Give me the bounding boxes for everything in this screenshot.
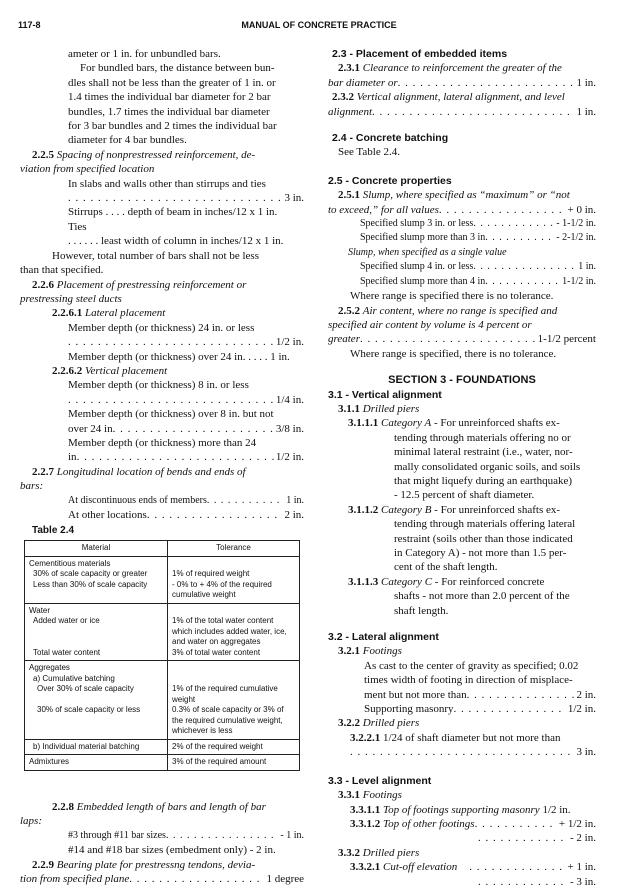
right-column xyxy=(328,47,596,889)
table-row xyxy=(25,556,300,603)
section-3-1-1: 3.1.1 Drilled piers xyxy=(338,402,420,415)
tolerance-row: Supporting masonry . . . 1/2 in. xyxy=(328,702,596,716)
section-2-2-8-heading: 2.2.8 Embedded length of bars and length of bar xyxy=(52,801,266,813)
tolerance-row: bar diameter or . . . 1 in. xyxy=(328,76,596,90)
tolerance-row: Specified slump 4 in. or less . . . 1 in. xyxy=(328,260,596,274)
section-3-3-1-2: 3.3.1.2 Top of other footings . . . + 1/2 in. xyxy=(328,817,596,831)
text-line: mally consolidated organic soils, and soils xyxy=(394,460,581,473)
section-3-1-1-1: 3.1.1.1 Category A - For unreinforced shafts ex- xyxy=(348,417,560,430)
text-line: dles shall not be less than the greater of 1 in. or xyxy=(68,76,276,89)
text-line: for 3 bar bundles and 2 times the individual bar xyxy=(68,120,277,133)
table-cell: 3% of the required amount xyxy=(168,755,300,771)
section-3-2-1: 3.2.1 Footings xyxy=(338,645,402,658)
table-caption: Table 2.4 xyxy=(32,525,75,536)
column-header: Material xyxy=(25,541,168,557)
text-line: minimal lateral restraint (i.e., water, nor- xyxy=(394,446,573,459)
section-2-2-8-heading-cont: laps: xyxy=(20,815,42,828)
text-line: As cast to the center of gravity as specified; 0.02 xyxy=(364,659,579,672)
table-row xyxy=(25,603,300,661)
tolerance-row: . . . 1/4 in. xyxy=(32,393,304,407)
page-header xyxy=(18,18,620,32)
section-2-3-1: 2.3.1 Clearance to reinforcement the greater of the xyxy=(338,62,562,75)
section-2-2-6-1-heading: 2.2.6.1 Lateral placement xyxy=(52,307,166,320)
column-header: Tolerance xyxy=(168,541,300,557)
text-line: bundles, 1.7 times the individual bar diameter xyxy=(68,105,270,118)
text-line: Where range is specified there is no tolerance. xyxy=(350,290,554,303)
text-line: specified air content by volume is 4 percent or xyxy=(328,318,532,331)
table-cell: 1% of required weight - 0% to + 4% of the required cumulative weight xyxy=(168,556,300,603)
text-line: cent of the shaft length. xyxy=(394,561,498,574)
tolerance-row: alignment . . . 1 in. xyxy=(328,105,596,119)
section-3-2-2: 3.2.2 Drilled piers xyxy=(338,717,420,730)
tolerance-row: ment but not more than . . . 2 in. xyxy=(328,688,596,702)
text-line: Member depth (or thickness) 24 in. or less xyxy=(68,321,255,334)
section-2-5-1: 2.5.1 Slump, where specified as “maximum” or “not xyxy=(338,189,570,202)
section-3-3-1: 3.3.1 Footings xyxy=(338,789,402,802)
table-cell: b) Individual material batching xyxy=(25,739,168,755)
table-cell: Admixtures xyxy=(25,755,168,771)
text-line: tending through materials offering no or xyxy=(394,431,571,444)
text-line: than that specified. xyxy=(20,264,104,277)
section-2-5-2: 2.5.2 Air content, where no range is specified and xyxy=(338,304,558,317)
tolerance-row: tion from specified plane . . . 1 degree xyxy=(20,872,304,886)
tolerance-row: Specified slump more than 3 in . . . - 2-1/2 in. xyxy=(328,231,596,245)
section-3-3-2: 3.3.2 Drilled piers xyxy=(338,846,420,859)
section-2-2-5-heading: 2.2.5 Spacing of nonprestressed reinforcement, de- xyxy=(32,148,256,161)
text-line: In slabs and walls other than stirrups and ties xyxy=(68,177,266,190)
text-line: diameter for 4 bar bundles. xyxy=(68,134,187,147)
section-3-1-1-3: 3.1.1.3 Category C - For reinforced concrete xyxy=(348,575,545,588)
text-line: shaft length. xyxy=(394,604,449,617)
table-cell: Aggregates a) Cumulative batching Over 30% of scale capacity 30% of scale capacity or less xyxy=(25,661,168,740)
section-3-2-2-1: 3.2.2.1 1/24 of shaft diameter but not more than xyxy=(350,731,561,744)
tolerance-row: Specified slump 3 in. or less . . . - 1-1/2 in. xyxy=(328,217,596,231)
section-2-2-6-2-heading: 2.2.6.2 Vertical placement xyxy=(52,364,168,377)
text-line: shafts - not more than 2.0 percent of the xyxy=(394,590,570,603)
section-2-2-7-heading-cont: bars: xyxy=(20,480,44,493)
section-2-2-5-heading-cont: viation from specified location xyxy=(20,163,155,176)
left-column-bottom xyxy=(20,800,304,886)
table-cell: 1% of the required cumulative weight 0.3% of scale capacity or 3% of the required cumulative weight, whichever is less xyxy=(168,661,300,740)
tolerance-row: #3 through #11 bar sizes . . . - 1 in. xyxy=(32,829,304,843)
section-3-title: SECTION 3 - FOUNDATIONS xyxy=(388,374,536,387)
table-row xyxy=(25,739,300,755)
table-cell: Cementitious materials 30% of scale capacity or greater Less than 30% of scale capacity xyxy=(25,556,168,603)
tolerance-row: Specified slump more than 4 in . . . 1-1/2 in. xyxy=(328,275,596,289)
tolerance-row: over 24 in . . . 3/8 in. xyxy=(32,422,304,436)
tolerance-row: . . . - 3 in. xyxy=(328,875,596,889)
page-number: 117-8 xyxy=(18,20,41,30)
tolerance-row: . . . - 2 in. xyxy=(328,831,596,845)
text-line: times width of footing in direction of misplace- xyxy=(364,674,573,687)
section-2-3-2: 2.3.2 Vertical alignment, lateral alignment, and level xyxy=(332,91,565,104)
batching-tolerance-table xyxy=(24,540,300,771)
section-2-2-6-heading: 2.2.6 Placement of prestressing reinforcement or xyxy=(32,278,247,291)
section-3-1-heading: 3.1 - Vertical alignment xyxy=(328,388,442,401)
tolerance-row: . . . 1/2 in. xyxy=(32,335,304,349)
text-line: #14 and #18 bar sizes (embedment only) - 2 in. xyxy=(68,844,276,857)
text-line: Member depth (or thickness) more than 24 xyxy=(68,436,257,449)
tolerance-row: . . . 3 in. xyxy=(328,745,596,759)
text-line: For bundled bars, the distance between bun- xyxy=(80,62,275,75)
text-line: . . . . . . least width of column in inches/12 x 1 in. xyxy=(68,235,284,248)
section-2-2-7-heading: 2.2.7 Longitudinal location of bends and ends of xyxy=(32,465,246,478)
section-2-2-9-heading: 2.2.9 Bearing plate for prestressng tendons, devia- xyxy=(32,858,256,871)
text-line: restraint (soils other than those indicated xyxy=(394,532,573,545)
text-line: - 12.5 percent of shaft diameter. xyxy=(394,489,535,502)
text-line: Stirrups . . . . depth of beam in inches/12 x 1 in. xyxy=(68,206,278,219)
table-cell: 2% of the required weight xyxy=(168,739,300,755)
text-line: Member depth (or thickness) over 8 in. but not xyxy=(68,408,274,421)
text-line: See Table 2.4. xyxy=(338,146,400,159)
tolerance-row: At discontinuous ends of members . . . 1 in. xyxy=(32,494,304,508)
running-title: MANUAL OF CONCRETE PRACTICE xyxy=(241,20,397,30)
text-line: that might liquefy during an earthquake) xyxy=(394,474,573,487)
tolerance-row: in . . . 1/2 in. xyxy=(32,450,304,464)
section-2-5-heading: 2.5 - Concrete properties xyxy=(328,174,452,187)
left-column xyxy=(20,47,304,522)
text-line: ameter or 1 in. for unbundled bars. xyxy=(68,48,221,60)
text-line: Member depth (or thickness) over 24 in. . . . . 1 in. xyxy=(68,350,290,363)
section-2-2-6-heading-cont: prestressing steel ducts xyxy=(20,292,122,305)
table-cell: 1% of the total water content which includes added water, ice, and water on aggregates 3% of total water content xyxy=(168,603,300,661)
section-3-3-1-1: 3.3.1.1 Top of footings supporting masonry 1/2 in. xyxy=(350,803,571,816)
text-line: Slump, when specified as a single value xyxy=(348,246,507,258)
tolerance-row: At other locations . . . 2 in. xyxy=(32,508,304,522)
table-row xyxy=(25,755,300,771)
text-line: in Category A) - not more than 1.5 per- xyxy=(394,547,567,559)
text-line: tending through materials offering lateral xyxy=(394,518,576,531)
table-header-row xyxy=(25,541,300,557)
text-line: However, total number of bars shall not be less xyxy=(52,249,259,262)
section-3-1-1-2: 3.1.1.2 Category B - For unreinforced shafts ex- xyxy=(348,503,561,516)
section-2-3-heading: 2.3 - Placement of embedded items xyxy=(332,48,508,60)
section-2-4-heading: 2.4 - Concrete batching xyxy=(332,132,449,145)
tolerance-row: greater . . . 1-1/2 percent xyxy=(328,332,596,346)
tolerance-row: to exceed,” for all values . . . + 0 in. xyxy=(328,203,596,217)
slabs-tolerance-row: . . . 3 in. xyxy=(32,191,304,205)
text-line: Ties xyxy=(68,220,87,233)
table-cell: Water Added water or ice Total water content xyxy=(25,603,168,661)
text-line: Where range is specified, there is no tolerance. xyxy=(350,347,557,360)
section-3-3-2-1: 3.3.2.1 Cut-off elevation . . . + 1 in. xyxy=(328,860,596,874)
text-line: Member depth (or thickness) 8 in. or less xyxy=(68,379,249,392)
section-3-3-heading: 3.3 - Level alignment xyxy=(328,774,432,787)
section-3-2-heading: 3.2 - Lateral alignment xyxy=(328,631,439,644)
table-row xyxy=(25,661,300,740)
text-line: 1.4 times the individual bar diameter for 2 bar xyxy=(68,91,271,104)
